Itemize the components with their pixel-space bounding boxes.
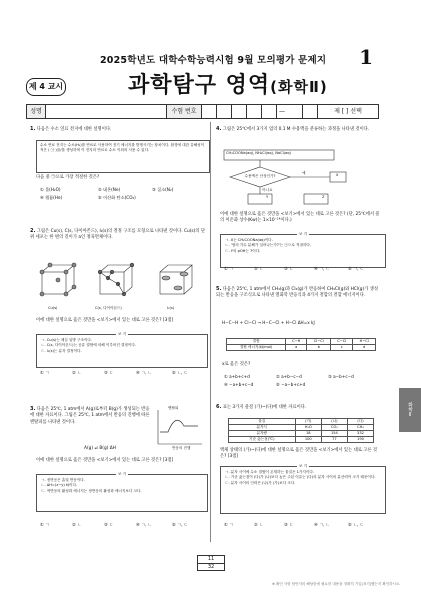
name-bar — [26, 104, 379, 119]
q5-choice-5[interactable]: ⑤ −a−b+c+d — [276, 382, 306, 387]
q2-choice-3[interactable]: ③ ㄷ — [104, 370, 114, 375]
q5-ask: x로 옳은 것은? — [222, 362, 251, 367]
q2-number: 2. — [30, 228, 36, 234]
q4-choice-3[interactable]: ③ ㄷ — [284, 266, 294, 271]
q1-ask: 다음 중 ㉠으로 가장 적절한 것은? — [36, 175, 100, 180]
exam-no-box[interactable] — [288, 105, 303, 118]
q1-info-box: 수소 연료 전지는 수소(H₂)를 연료로 사용하여 전기 에너지를 발생시키는 장치이다. 환경에 대한 유해성이 적은 ( ㉠ )을/를 생성하며 이 전지의 연료로 수소 이외의 사용 수 있다. — [36, 140, 210, 173]
q4-number: 4. — [216, 126, 222, 132]
q5-number: 5. — [216, 286, 222, 292]
q3-bogi-label: 보 기 — [117, 472, 127, 476]
bond-th: C−H — [286, 339, 307, 345]
bond-td: d — [353, 345, 376, 351]
q4-bogi-label: 보 기 — [298, 232, 308, 236]
bond-th: C−Cl — [331, 339, 353, 345]
q6-choice-3[interactable]: ③ ㄷ — [284, 522, 294, 527]
q6-stem: 표는 3가지 물질 (가)~(다)에 대한 자료이다. — [222, 405, 307, 410]
footer-page: 11 — [207, 556, 215, 562]
q3-choice-5[interactable]: ⑤ ㄱ, ㄷ — [172, 522, 188, 527]
sub-td: 분자식 — [229, 425, 296, 431]
subject-main: 과학탐구 영역 — [128, 73, 271, 98]
q6-ask: 액체 상태의 (가)~(다)에 대한 설명으로 옳은 것만을 <보기>에서 있는 대로 고른 것은? [3점] — [220, 448, 378, 460]
q1-choice-2[interactable]: ② 네온(Ne) — [98, 187, 121, 192]
sub-td: 190 — [347, 437, 373, 443]
q3-bogi-item-3: ㄷ. 역반응의 활성화 에너지는 정반응의 활성화 에너지보다 크다. — [41, 488, 142, 493]
sub-th: 물질 — [229, 419, 296, 425]
q1-choices — [40, 187, 205, 201]
subject-title — [128, 68, 328, 99]
salts-list: CH₃COONa(aq), NH₄Cl(aq), NaCl(aq) — [226, 151, 291, 155]
q6-choices — [224, 522, 384, 530]
q6-choice-4[interactable]: ④ ㄱ, ㄴ — [314, 522, 330, 527]
iodine-label: I₂(s) — [167, 306, 175, 310]
sub-td: 332 — [347, 431, 373, 437]
q4-choices — [224, 266, 384, 274]
exam-no-box[interactable] — [247, 105, 262, 118]
q2-bogi-label: 보 기 — [117, 332, 127, 336]
q3-choice-2[interactable]: ② ㄴ — [72, 522, 82, 527]
name-label: 성명 — [27, 105, 46, 118]
diamond-label: C(s, 다이아몬드) — [95, 306, 122, 310]
q2-bogi-item-3: ㄷ. I₂(s)는 분자 결정이다. — [41, 348, 82, 353]
exam-title: 2025학년도 대학수학능력시험 9월 모의평가 문제지 — [100, 55, 327, 66]
q3-ask: 이에 대한 설명으로 옳은 것만을 <보기>에서 있는 대로 고른 것은? [3점] — [36, 458, 174, 463]
q5-choice-3[interactable]: ③ a−b+c−d — [328, 374, 354, 379]
subject-side-tab: 화학Ⅱ — [399, 388, 421, 432]
sub-td: 154 — [321, 431, 347, 437]
q2-stem: 그림은 Cu(s), C(s, 다이아몬드), I₂(s)의 결정 구조를 모형으로 나타낸 것이다. Cu(s)의 단위 세포는 한 변의 길이가 a인 정육면체이다. — [30, 229, 205, 241]
q6-bogi-item-3: ㄷ. 분자 사이의 인력은 (나)가 (가)보다 크다. — [225, 480, 296, 485]
q1-choice-4[interactable]: ④ 헬륨(He) — [40, 195, 63, 200]
bond-th: Cl−Cl — [307, 339, 331, 345]
q6-choice-1[interactable]: ① ㄱ — [224, 522, 234, 527]
q3-bogi-item-2: ㄴ. ΔH=(z−y) kJ이다. — [41, 483, 78, 488]
q2-choices — [40, 370, 210, 378]
flow-yes: 예 — [302, 171, 306, 175]
question-1 — [30, 126, 206, 133]
q2-choice-4[interactable]: ④ ㄱ, ㄴ — [136, 370, 152, 375]
exam-no-box[interactable] — [217, 105, 232, 118]
exam-no-dash: — — [279, 108, 285, 115]
q5-choice-4[interactable]: ④ −a+b+c−d — [224, 382, 254, 387]
crystal-structures-figure — [36, 262, 206, 304]
sub-td: CO₂ — [321, 425, 347, 431]
question-6 — [216, 404, 381, 411]
q1-choice-3[interactable]: ③ 질소(N₂) — [152, 187, 174, 192]
bond-energy-table — [226, 338, 376, 351]
q1-stem: 다음은 수소 연료 전지에 대한 설명이다. — [36, 127, 112, 132]
question-5 — [216, 286, 381, 300]
q4-choice-5[interactable]: ⑤ ㄱ, ㄷ — [348, 266, 364, 271]
q3-bogi-item-1: ㄱ. 정반응은 흡열 반응이다. — [41, 478, 85, 482]
select-label: 제 [ ] 선택 — [334, 108, 362, 115]
substance-table — [228, 418, 374, 443]
exam-no-box[interactable] — [303, 105, 318, 118]
q3-choices — [40, 522, 210, 530]
q2-choice-1[interactable]: ① ㄱ — [40, 370, 50, 375]
bond-th: 결합 — [227, 339, 286, 345]
q5-choices — [224, 374, 384, 388]
flow-node-1: 수용액은 산성인가? — [244, 174, 276, 178]
sub-th: (가) — [295, 419, 321, 425]
question-4 — [216, 126, 381, 133]
q5-choice-1[interactable]: ① a+b+c+d — [224, 374, 250, 379]
q4-bogi — [220, 234, 386, 268]
page-footer — [197, 555, 225, 571]
q1-number: 1. — [30, 126, 36, 132]
graph-y-label: 엔탈피 — [168, 406, 179, 410]
q3-number: 3. — [30, 406, 36, 412]
footer-total: 32 — [198, 563, 224, 571]
bond-td: 결합 에너지(kJ/mol) — [227, 345, 286, 351]
cu-label: Cu(s) — [48, 306, 58, 310]
q3-choice-3[interactable]: ③ ㄷ — [104, 522, 114, 527]
q6-bogi — [220, 466, 386, 514]
flow-z: Z — [322, 195, 325, 199]
q6-bogi-item-2: ㄴ. 기준 끓는점이 (다)가 (나)보다 높은 주된 이유는 (다)의 분자 사이의 분산력이 크기 때문이다. — [225, 475, 376, 480]
sub-td: 100 — [295, 437, 321, 443]
q4-bogi-item-2: ㄴ. '염의 가수 분해가 일어나는가?'는 ㉠으로 적절하다. — [225, 243, 312, 248]
sub-td: CH₄ — [347, 425, 373, 431]
q2-choice-2[interactable]: ② ㄴ — [72, 370, 82, 375]
flow-no: 아니요 — [262, 188, 273, 192]
sub-td: 77 — [321, 437, 347, 443]
q4-bogi-item-3: ㄷ. Y의 pOH는 7이다. — [225, 248, 261, 253]
exam-no-box[interactable] — [262, 105, 277, 118]
q5-stem: 다음은 25℃, 1 atm에서 CH₄(g)과 Cl₂(g)가 반응하여 CH₃Cl(g)와 HCl(g)가 생성되는 반응을 구조식으로 나타낸 열화학 반응식과 4가지 결합의 결합 에너지이다. — [216, 287, 378, 299]
question-3 — [30, 406, 150, 426]
question-2 — [30, 228, 206, 242]
q6-choice-2[interactable]: ② ㄴ — [254, 522, 264, 527]
q4-stem: 그림은 25℃에서 3가지 염의 0.1 M 수용액을 분류하는 과정을 나타낸 것이다. — [222, 127, 370, 132]
q4-choice-4[interactable]: ④ ㄱ, ㄴ — [314, 266, 330, 271]
exam-no-label: 수험 번호 — [167, 105, 202, 118]
footer-note: ※ 확인 사항 답안지의 해당란에 필요한 내용을 정확히 기입(표기)했는지 확인하시오. — [272, 582, 401, 586]
q3-choice-4[interactable]: ④ ㄱ, ㄴ — [136, 522, 152, 527]
q6-bogi-label: 보 기 — [298, 464, 308, 468]
sub-td: H₂O — [295, 425, 321, 431]
q5-reaction: H−C−H + Cl−Cl → H−C−Cl + H−Cl ΔH=x kJ — [222, 320, 315, 325]
page-number: 1 — [359, 45, 373, 69]
q1-choice-1[interactable]: ① 물(H₂O) — [40, 187, 61, 192]
bond-td: a — [286, 345, 307, 351]
cu-cube — [40, 263, 76, 296]
exam-no-box[interactable] — [232, 105, 247, 118]
q3-choice-1[interactable]: ① ㄱ — [40, 522, 50, 527]
q2-bogi-item-1: ㄱ. Cu(s)는 체심 입방 구조이다. — [41, 338, 93, 342]
sub-td: 18 — [295, 431, 321, 437]
q2-choice-5[interactable]: ⑤ ㄴ, ㄷ — [172, 370, 188, 375]
q3-stem: 다음은 25℃, 1 atm에서 A(g)로부터 B(g)가 생성되는 반응에 대한 자료이다. 그림은 25℃, 1 atm에서 반응의 진행에 따른 엔탈피를 나타낸 것이다. — [30, 407, 150, 425]
subject-sub: (화학Ⅱ) — [270, 78, 328, 96]
q4-choice-2[interactable]: ② ㄴ — [254, 266, 264, 271]
bond-td: c — [331, 345, 353, 351]
q4-ask: 이에 대한 설명으로 옳은 것만을 <보기>에서 있는 대로 고른 것은? (단, 25℃에서 물의 이온화 상수(Kw)는 1×10⁻¹⁴이다.) — [220, 212, 380, 224]
q2-bogi — [36, 334, 208, 368]
q5-choice-2[interactable]: ② a+b−c−d — [276, 374, 302, 379]
flow-x: X — [336, 173, 339, 177]
q4-choice-1[interactable]: ① ㄱ — [224, 266, 234, 271]
sub-td: 분자량 — [229, 431, 296, 437]
diamond-cube — [98, 263, 134, 296]
bond-th: H−Cl — [353, 339, 376, 345]
q4-bogi-item-1: ㄱ. X는 CH₃COONa(aq)이다. — [225, 238, 273, 242]
q2-bogi-item-2: ㄴ. C(s, 다이아몬드)는 공유 결합에 의해 이루어진 결정이다. — [41, 343, 136, 348]
q6-number: 6. — [216, 404, 222, 410]
flow-y: Y — [266, 195, 269, 199]
q1-choice-5[interactable]: ⑤ 이산화 탄소(CO₂) — [98, 195, 136, 200]
q2-ask: 이에 대한 설명으로 옳은 것만을 <보기>에서 있는 대로 고른 것은? [3점] — [36, 318, 174, 323]
exam-no-box[interactable] — [202, 105, 217, 118]
sub-th: (다) — [347, 419, 373, 425]
q6-choice-5[interactable]: ⑤ ㄴ, ㄷ — [348, 522, 364, 527]
name-field[interactable] — [46, 105, 167, 118]
sub-th: (나) — [321, 419, 347, 425]
q3-equation: A(g) ⇌ B(g) ΔH — [84, 446, 116, 451]
column-divider — [210, 122, 211, 542]
q6-bogi-item-1: ㄱ. 분자 사이에 수소 결합이 존재하는 물질은 1가지이다. — [225, 470, 314, 474]
graph-x-label: 반응의 진행 — [172, 446, 191, 450]
bond-td: b — [307, 345, 331, 351]
sub-td: 기준 끓는점(℃) — [229, 437, 296, 443]
iodine-cube — [160, 265, 192, 294]
q3-bogi — [36, 474, 208, 512]
period-badge: 제 4 교시 — [26, 78, 66, 96]
reaction-curve — [160, 420, 198, 432]
